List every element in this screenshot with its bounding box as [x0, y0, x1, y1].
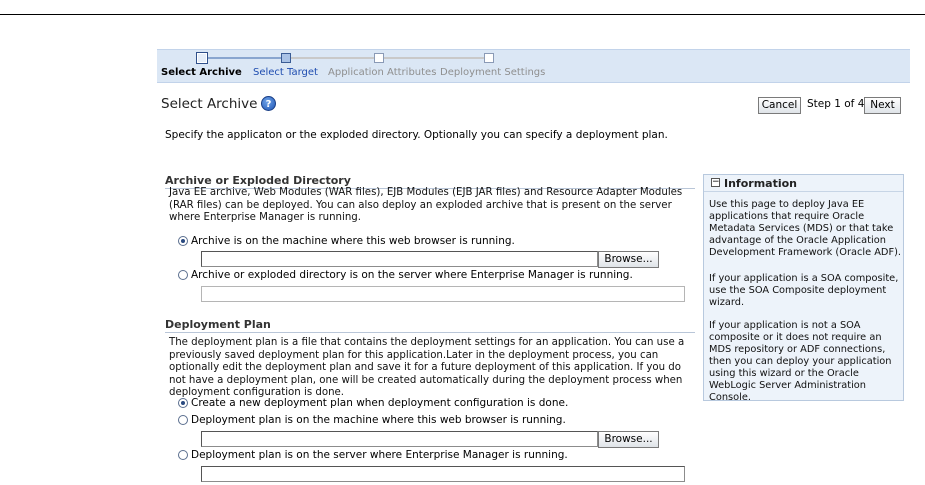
help-icon[interactable]: ?: [261, 96, 276, 111]
archive-description: Java EE archive, Web Modules (WAR files), EJB Modules (EJB JAR files) and Resource Adapter Modules (RAR files) can be deployed. You can also deploy an exploded archive that is present on the server where Enterprise Manager is running.: [169, 187, 683, 223]
train-connector: [290, 57, 379, 59]
information-header[interactable]: [704, 175, 903, 192]
step-label-application-attributes: Application Attributes: [328, 67, 437, 78]
train-connector: [383, 57, 489, 59]
archive-server-label: Archive or exploded directory is on the server where Enterprise Manager is running.: [191, 269, 633, 281]
plan-server-radio[interactable]: [178, 450, 188, 460]
next-button[interactable]: Next: [864, 97, 901, 114]
plan-local-label: Deployment plan is on the machine where this web browser is running.: [191, 414, 566, 426]
cancel-button[interactable]: Cancel: [758, 97, 801, 114]
train-stop-application-attributes: [374, 53, 384, 63]
archive-local-option[interactable]: [178, 235, 515, 247]
train-stop-select-archive: [196, 52, 208, 64]
archive-local-label: Archive is on the machine where this web browser is running.: [191, 235, 515, 247]
archive-section-heading: Archive or Exploded Directory: [165, 174, 695, 189]
train-stop-deployment-settings: [484, 53, 494, 63]
plan-description: The deployment plan is a file that contains the deployment settings for an application. You can use a previously saved deployment plan for this application.Later in the deployment process, you can optionally edit the deployment plan and save it for a future deployment of this application. If you do not have a deployment plan, one will be created automatically during the deployment process when deployment configuration is done.: [169, 337, 685, 398]
archive-local-path-input[interactable]: [201, 251, 598, 267]
plan-local-option[interactable]: [178, 414, 566, 426]
wizard-train: [157, 49, 910, 83]
step-label-select-archive: Select Archive: [161, 67, 242, 78]
step-counter: Step 1 of 4: [807, 98, 865, 110]
intro-text: Specify the applicaton or the exploded directory. Optionally you can specify a deployment plan.: [165, 129, 668, 141]
plan-local-radio[interactable]: [178, 415, 188, 425]
plan-server-option[interactable]: [178, 449, 568, 461]
archive-server-option[interactable]: [178, 269, 633, 281]
plan-server-path-input[interactable]: [201, 466, 685, 482]
archive-browse-button[interactable]: Browse...: [598, 251, 659, 268]
information-title: Information: [724, 177, 797, 190]
archive-server-radio[interactable]: [178, 270, 188, 280]
plan-create-option[interactable]: [178, 397, 568, 409]
step-label-deployment-settings: Deployment Settings: [440, 67, 546, 78]
train-connector: [206, 57, 285, 59]
collapse-minus-icon[interactable]: −: [712, 177, 720, 187]
train-stop-select-target[interactable]: [281, 53, 291, 63]
page-title: Select Archive: [161, 96, 258, 112]
plan-create-radio[interactable]: [178, 398, 188, 408]
step-label-select-target[interactable]: Select Target: [253, 67, 318, 78]
plan-server-label: Deployment plan is on the server where Enterprise Manager is running.: [191, 449, 568, 461]
archive-local-radio[interactable]: [178, 236, 188, 246]
archive-server-path-input[interactable]: [201, 286, 685, 302]
info-paragraph-mds: Use this page to deploy Java EE applications that require Oracle Metadata Services (MDS) or that take advantage of the Oracle Application Development Framework (Oracle ADF).: [709, 199, 902, 258]
info-paragraph-soa: If your application is a SOA composite, use the SOA Composite deployment wizard.: [709, 273, 899, 308]
top-rule: [0, 14, 925, 15]
info-paragraph-alternatives: If your application is not a SOA composite or it does not require an MDS repository or ADF connections, then you can deploy your application using this wizard or the Oracle WebLogic Server Administration Console.: [709, 320, 892, 403]
plan-create-label: Create a new deployment plan when deployment configuration is done.: [191, 397, 569, 409]
plan-local-path-input[interactable]: [201, 431, 598, 447]
plan-browse-button[interactable]: Browse...: [598, 431, 659, 448]
plan-section-heading: Deployment Plan: [165, 318, 695, 333]
information-panel: [703, 174, 904, 401]
